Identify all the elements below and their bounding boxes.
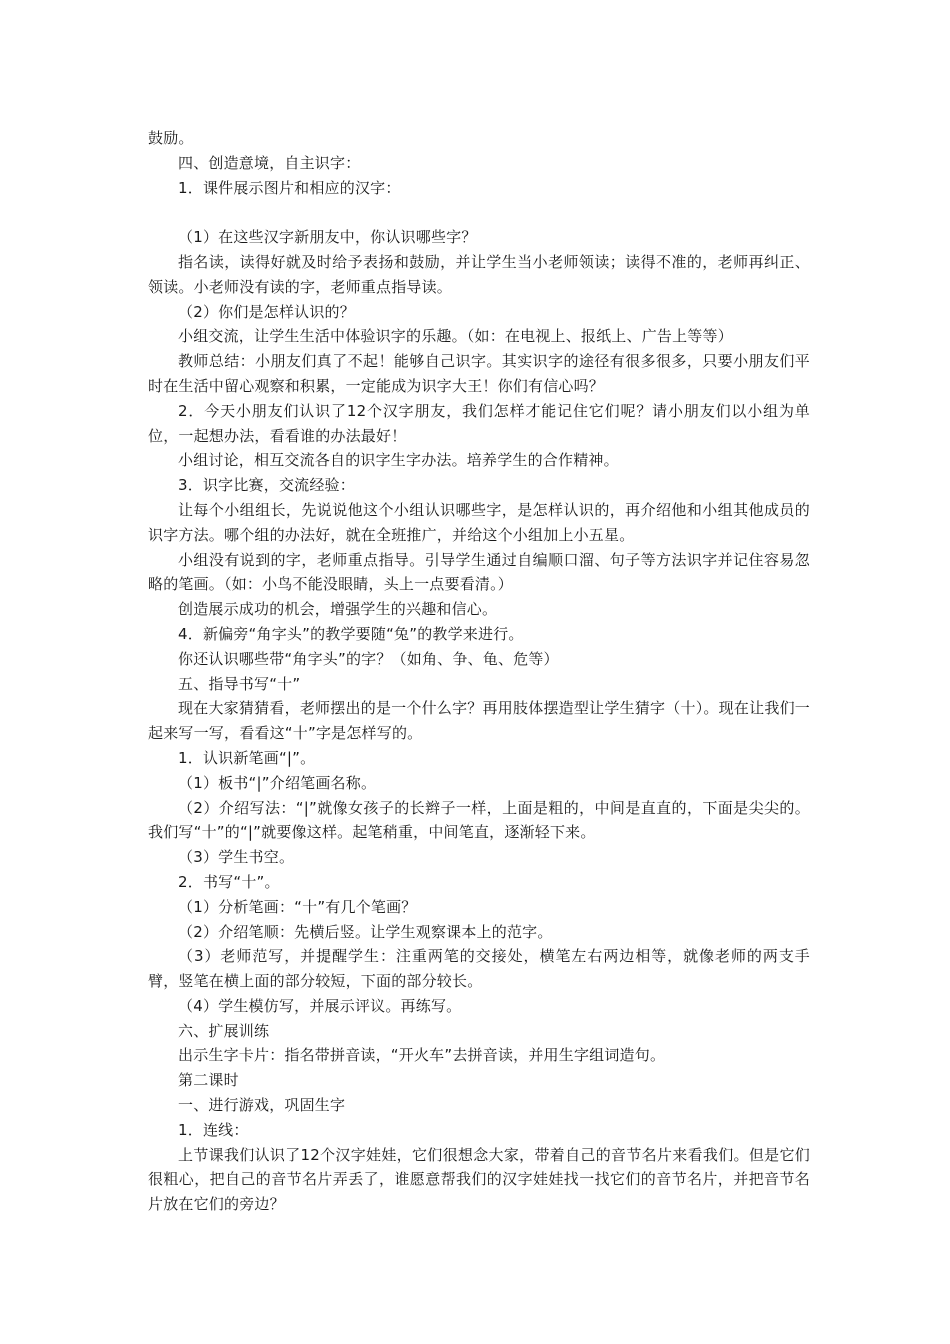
- paragraph: （4）学生模仿写，并展示评议。再练写。: [178, 996, 462, 1015]
- paragraph: 上节课我们认识了12个汉字娃娃，它们很想念大家，带着自己的音节名片来看我们。但是它们很粗心，把自己的音节名片弄丢了，谁愿意帮我们的汉字娃娃找一找它们的音节名片，并把音节名片放在它们的旁边？: [148, 1145, 810, 1214]
- paragraph: 1．课件展示图片和相应的汉字：: [178, 178, 401, 197]
- paragraph: 创造展示成功的机会，增强学生的兴趣和信心。: [178, 600, 498, 619]
- paragraph: 鼓励。: [148, 129, 194, 147]
- paragraph: （3）学生书空。: [178, 848, 295, 867]
- paragraph: 现在大家猜猜看，老师摆出的是一个什么字？再用肢体摆造型让学生猜字（十）。现在让我们一起来写一写，看看这“十”字是怎样写的。: [148, 699, 810, 743]
- paragraph: （2）介绍笔顺：先横后竖。让学生观察课本上的范字。: [178, 922, 553, 941]
- paragraph: 1．连线：: [178, 1120, 249, 1139]
- paragraph: 四、创造意境，自主识字：: [178, 153, 361, 172]
- paragraph: （1）板书“|”介绍笔画名称。: [178, 773, 377, 792]
- document-body: [148, 126, 810, 1217]
- paragraph: （2）介绍写法：“|”就像女孩子的长辫子一样，上面是粗的，中间是直直的，下面是尖尖的。我们写“十”的“|”就要像这样。起笔稍重，中间笔直，逐渐轻下来。: [148, 798, 810, 842]
- paragraph: 教师总结：小朋友们真了不起！能够自己识字。其实识字的途径有很多很多，只要小朋友们平时在生活中留心观察和积累，一定能成为识字大王！你们有信心吗？: [148, 352, 810, 395]
- paragraph: 小组讨论，相互交流各自的识字生字办法。培养学生的合作精神。: [178, 451, 619, 470]
- paragraph: 六、扩展训练: [178, 1021, 270, 1040]
- paragraph: 让每个小组组长，先说说他这个小组认识哪些字，是怎样认识的，再介绍他和小组其他成员的识字方法。哪个组的办法好，就在全班推广，并给这个小组加上小五星。: [148, 500, 810, 544]
- paragraph: 你还认识哪些带“角字头”的字？（如角、争、龟、危等）: [178, 649, 559, 668]
- paragraph: 小组交流，让学生生活中体验识字的乐趣。（如：在电视上、报纸上、广告上等等）: [178, 327, 733, 346]
- paragraph: （2）你们是怎样认识的？: [178, 302, 355, 321]
- paragraph: 1．认识新笔画“|”。: [178, 748, 316, 767]
- paragraph: 一、进行游戏，巩固生字: [178, 1096, 346, 1115]
- paragraph: 2．书写“十”。: [178, 872, 280, 891]
- paragraph: 五、指导书写“十”: [178, 674, 301, 693]
- paragraph: 小组没有说到的字，老师重点指导。引导学生通过自编顺口溜、句子等方法识字并记住容易忽略的笔画。（如：小鸟不能没眼睛，头上一点要看清。）: [148, 550, 810, 594]
- paragraph: 3．识字比赛，交流经验：: [178, 476, 355, 495]
- paragraph: 2．今天小朋友们认识了12个汉字朋友，我们怎样才能记住它们呢？请小朋友们以小组为单位，一起想办法，看看谁的办法最好！: [148, 401, 810, 445]
- paragraph: 4．新偏旁“角字头”的教学要随“兔”的教学来进行。: [178, 624, 524, 643]
- paragraph: 第二课时: [178, 1071, 239, 1090]
- paragraph: 指名读，读得好就及时给予表扬和鼓励，并让学生当小老师领读；读得不准的，老师再纠正、领读。小老师没有读的字，老师重点指导读。: [148, 252, 810, 296]
- paragraph: （1）在这些汉字新朋友中，你认识哪些字？: [178, 228, 477, 247]
- paragraph: （3）老师范写，并提醒学生：注重两笔的交接处，横笔左右两边相等，就像老师的两支手臂，竖笔在横上面的部分较短，下面的部分较长。: [148, 947, 810, 991]
- blank-line: [148, 200, 810, 225]
- paragraph: （1）分析笔画：“十”有几个笔画？: [178, 897, 417, 916]
- paragraph: 出示生字卡片：指名带拼音读，“开火车”去拼音读，并用生字组词造句。: [178, 1046, 666, 1065]
